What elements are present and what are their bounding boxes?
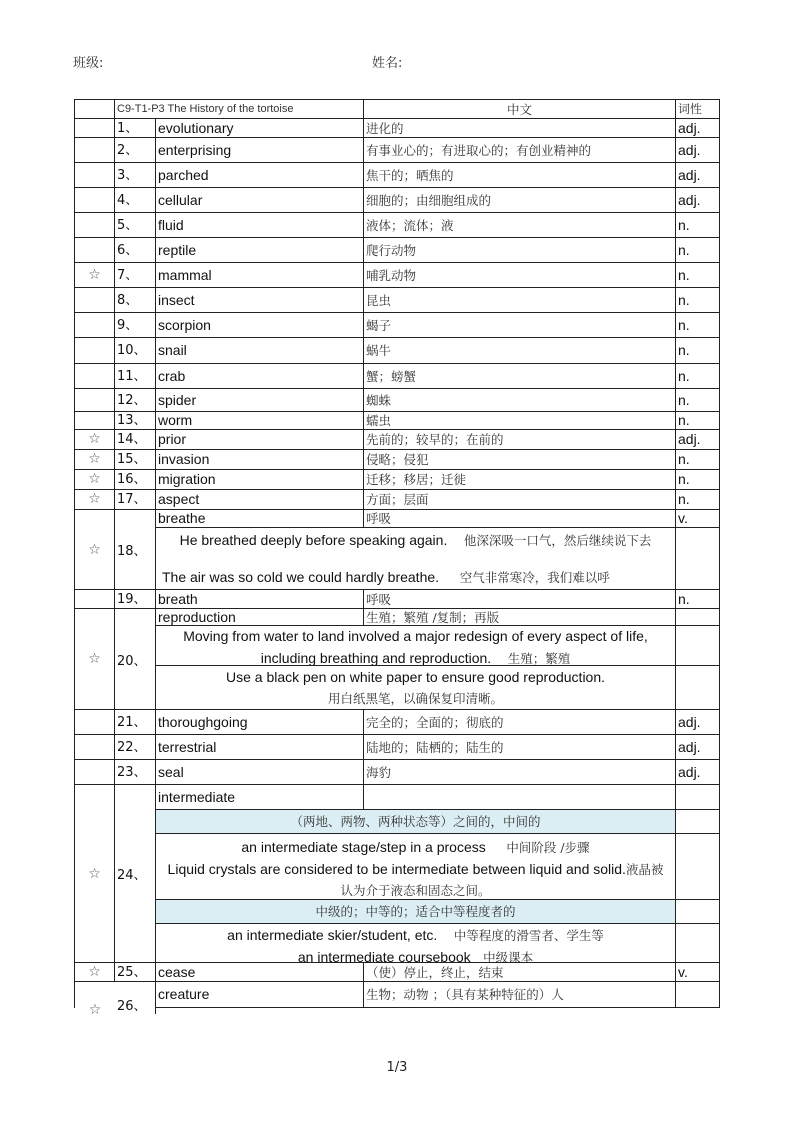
star-icon: ☆	[75, 430, 115, 449]
name-label: 姓名:	[372, 56, 403, 71]
entry-number: 19、	[115, 590, 156, 608]
page-number: 1/3	[386, 1060, 408, 1075]
entry-pos: n.	[676, 490, 720, 509]
entry-20	[75, 609, 720, 710]
entry-word: snail	[156, 338, 364, 363]
table-row	[75, 490, 720, 510]
entry-word: parched	[156, 163, 364, 187]
entry-chinese: 液体；流体；液	[364, 213, 676, 237]
entry-number: 16、	[115, 470, 156, 489]
entry-pos	[676, 982, 720, 1008]
entry-pos: n.	[676, 263, 720, 287]
entry-number: 15、	[115, 450, 156, 469]
entry-pos: n.	[676, 238, 720, 262]
table-row	[75, 364, 720, 389]
star-icon: ☆	[75, 470, 115, 489]
star-icon	[75, 338, 115, 363]
entry-chinese: 侵略；侵犯	[364, 450, 676, 469]
entry-number: 8、	[115, 288, 156, 312]
table-row	[75, 710, 720, 735]
table-row	[75, 389, 720, 412]
table-row	[75, 263, 720, 288]
entry-pos: adj.	[676, 430, 720, 449]
entry-word: seal	[156, 760, 364, 784]
entry-number: 2、	[115, 138, 156, 162]
example-cn: 空气非常寒冷，我们难以呼	[459, 570, 610, 585]
entry-number: 10、	[115, 338, 156, 363]
entry-word: reproduction	[156, 609, 364, 625]
example-en: an intermediate stage/step in a process	[241, 839, 486, 855]
example-en: Moving from water to land involved a major redesign of every aspect of life, including breathing and reproduction.	[183, 628, 648, 665]
entry-pos: n.	[676, 470, 720, 489]
star-icon	[75, 313, 115, 337]
table-title: C9-T1-P3 The History of the tortoise	[115, 100, 364, 118]
entry-number: 21、	[115, 710, 156, 734]
table-row	[75, 412, 720, 430]
entry-word: crab	[156, 364, 364, 388]
entry-chinese: 蠕虫	[364, 412, 676, 429]
example-cn: 中级课本	[483, 950, 534, 962]
col-chinese: 中文	[364, 100, 676, 118]
star-icon	[75, 238, 115, 262]
star-icon: ☆	[75, 450, 115, 469]
entry-number: 11、	[115, 364, 156, 388]
entry-chinese: 先前的；较早的；在前的	[364, 430, 676, 449]
entry-word: prior	[156, 430, 364, 449]
entry-pos: n.	[676, 389, 720, 411]
sense-definition: （两地、两物、两种状态等）之间的，中间的	[290, 814, 541, 829]
table-header	[75, 100, 720, 119]
entry-word: breath	[156, 590, 364, 608]
entry-chinese: 蜘蛛	[364, 389, 676, 411]
table-row	[75, 288, 720, 313]
table-row	[75, 213, 720, 238]
sense-definition: 中级的；中等的；适合中等程度者的	[315, 904, 516, 919]
entry-chinese: 方面；层面	[364, 490, 676, 509]
entry-chinese: （使）停止，终止，结束	[364, 963, 676, 981]
star-icon	[75, 163, 115, 187]
star-icon	[75, 138, 115, 162]
entry-chinese: 完全的；全面的；彻底的	[364, 710, 676, 734]
entry-number: 4、	[115, 188, 156, 212]
star-icon	[75, 590, 115, 608]
table-row	[75, 313, 720, 338]
entry-chinese: 细胞的；由细胞组成的	[364, 188, 676, 212]
entry-word: aspect	[156, 490, 364, 509]
star-icon: ☆	[75, 963, 115, 981]
entry-number: 13、	[115, 412, 156, 429]
entry-chinese: 哺乳动物	[364, 263, 676, 287]
entry-chinese: 蝎子	[364, 313, 676, 337]
entry-chinese: 蟹；螃蟹	[364, 364, 676, 388]
example-cn: 中间阶段 /步骤	[506, 840, 590, 855]
entry-25	[75, 963, 720, 982]
entry-chinese: 海豹	[364, 760, 676, 784]
entry-pos: adj.	[676, 163, 720, 187]
entry-number: 9、	[115, 313, 156, 337]
star-icon	[75, 213, 115, 237]
example-en: Liquid crystals are considered to be intermediate between liquid and solid.	[167, 861, 626, 877]
example-cn: 用白纸黑笔，以确保复印清晰。	[327, 691, 503, 706]
entry-pos: n.	[676, 313, 720, 337]
table-row	[75, 138, 720, 163]
entry-word: terrestrial	[156, 735, 364, 759]
example-cn: 中等程度的滑雪者、学生等	[453, 928, 604, 943]
example-en: Use a black pen on white paper to ensure good reproduction.	[225, 669, 606, 685]
entry-pos: n.	[676, 450, 720, 469]
col-pos: 词性	[676, 100, 720, 118]
entry-pos: adj.	[676, 735, 720, 759]
star-icon: ☆	[75, 490, 115, 509]
table-row	[75, 735, 720, 760]
entry-number: 20、	[115, 609, 156, 709]
table-row	[75, 470, 720, 490]
star-icon: ☆	[75, 609, 115, 709]
entry-number: 22、	[115, 735, 156, 759]
entry-word: migration	[156, 470, 364, 489]
entry-pos: n.	[676, 338, 720, 363]
entry-pos: n.	[676, 590, 720, 608]
entry-word: enterprising	[156, 138, 364, 162]
entry-number: 25、	[115, 963, 156, 981]
table-row	[75, 450, 720, 470]
star-icon	[75, 389, 115, 411]
entry-19	[75, 590, 720, 609]
entry-chinese: 生物；动物 ；（具有某种特征的）人	[364, 982, 676, 1008]
entry-number: 1、	[115, 119, 156, 137]
entry-word: worm	[156, 412, 364, 429]
header-star	[75, 100, 115, 118]
entry-pos: v.	[676, 510, 720, 527]
star-icon	[75, 412, 115, 429]
table-row	[75, 760, 720, 785]
entry-chinese: 昆虫	[364, 288, 676, 312]
entry-chinese: 陆地的；陆栖的；陆生的	[364, 735, 676, 759]
example-en: He breathed deeply before speaking again.	[179, 532, 448, 548]
example-cn: 液晶被认为介于液态和固态之间。	[340, 862, 664, 898]
vocab-table	[74, 99, 720, 1018]
entry-chinese: 生殖；繁殖 /复制；再版	[364, 609, 676, 625]
entry-number: 24、	[115, 785, 156, 962]
entry-word: fluid	[156, 213, 364, 237]
star-icon	[75, 760, 115, 784]
example-en: an intermediate skier/student, etc.	[227, 927, 438, 943]
table-row	[75, 430, 720, 450]
entry-chinese: 迁移；移居；迁徙	[364, 470, 676, 489]
star-icon: ☆	[75, 263, 115, 287]
entry-pos: n.	[676, 213, 720, 237]
entry-pos: adj.	[676, 760, 720, 784]
star-icon	[75, 119, 115, 137]
entry-word: intermediate	[156, 785, 364, 809]
entry-number: 26、	[115, 982, 156, 1014]
table-row	[75, 163, 720, 188]
entry-chinese: 蜗牛	[364, 338, 676, 363]
entry-24	[75, 785, 720, 963]
entry-word: insect	[156, 288, 364, 312]
entry-pos: n.	[676, 412, 720, 429]
table-row	[75, 119, 720, 138]
example-en: The air was so cold we could hardly breathe.	[162, 569, 440, 585]
entry-number: 14、	[115, 430, 156, 449]
entry-word: scorpion	[156, 313, 364, 337]
star-icon	[75, 188, 115, 212]
entry-chinese: 有事业心的；有进取心的；有创业精神的	[364, 138, 676, 162]
entry-pos: v.	[676, 963, 720, 981]
entry-number: 23、	[115, 760, 156, 784]
star-icon: ☆	[88, 1002, 102, 1018]
entry-number: 18、	[115, 510, 156, 589]
class-label: 班级:	[73, 56, 104, 71]
entry-pos: adj.	[676, 138, 720, 162]
entry-pos: adj.	[676, 188, 720, 212]
entry-pos: n.	[676, 364, 720, 388]
table-row	[75, 238, 720, 263]
star-icon: ☆	[75, 510, 115, 589]
entry-word: creature	[156, 982, 364, 1008]
entry-number: 17、	[115, 490, 156, 509]
entry-word: thoroughgoing	[156, 710, 364, 734]
entry-pos: n.	[676, 288, 720, 312]
entry-number: 5、	[115, 213, 156, 237]
star-icon	[75, 288, 115, 312]
entry-word: cellular	[156, 188, 364, 212]
entry-word: reptile	[156, 238, 364, 262]
entry-number: 12、	[115, 389, 156, 411]
entry-chinese: 进化的	[364, 119, 676, 137]
entry-pos: adj.	[676, 710, 720, 734]
star-icon	[75, 735, 115, 759]
entry-18	[75, 510, 720, 590]
table-row	[75, 338, 720, 364]
entry-word: cease	[156, 963, 364, 981]
entry-chinese: 爬行动物	[364, 238, 676, 262]
entry-chinese: 焦干的；晒焦的	[364, 163, 676, 187]
entry-number: 3、	[115, 163, 156, 187]
example-en: an intermediate coursebook	[297, 949, 471, 962]
example-cn: 生殖；繁殖	[507, 651, 571, 665]
entry-word: spider	[156, 389, 364, 411]
entry-number: 7、	[115, 263, 156, 287]
entry-number: 6、	[115, 238, 156, 262]
entry-chinese: 呼吸	[364, 590, 676, 608]
entry-pos: adj.	[676, 119, 720, 137]
entry-word: evolutionary	[156, 119, 364, 137]
star-icon	[75, 710, 115, 734]
example-cn: 他深深吸一口气，然后继续说下去	[463, 533, 652, 548]
star-icon	[75, 364, 115, 388]
star-icon: ☆	[75, 785, 115, 962]
entry-word: mammal	[156, 263, 364, 287]
entry-26	[75, 982, 720, 1018]
entry-chinese: 呼吸	[364, 510, 676, 527]
table-row	[75, 188, 720, 213]
entry-word: breathe	[156, 510, 364, 527]
entry-word: invasion	[156, 450, 364, 469]
